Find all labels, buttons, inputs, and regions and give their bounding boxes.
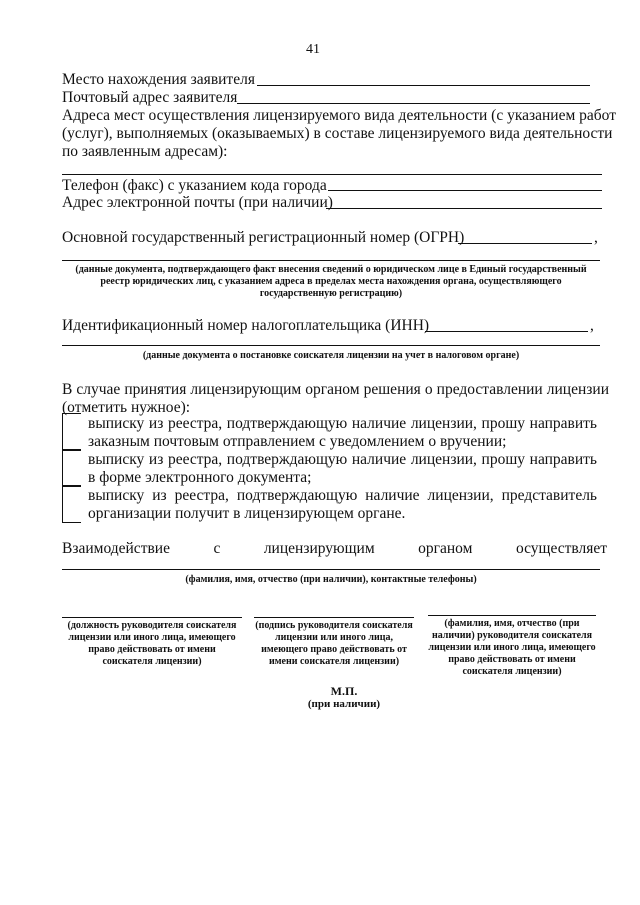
decision-intro-line-2: (отметить нужное): — [62, 399, 191, 416]
inn-line[interactable] — [425, 331, 588, 332]
option-checkbox-in-person[interactable] — [62, 485, 81, 523]
activity-address-line-3: по заявленным адресам): — [62, 143, 228, 160]
ogrn-note-line-1: (данные документа, подтверждающего факт внесения сведений о юридическом лице в Единый государственный — [75, 264, 587, 275]
phone-label: Телефон (факс) с указанием кода города — [62, 177, 327, 194]
signature-sign-line[interactable] — [254, 617, 414, 618]
inn-details-line[interactable] — [62, 345, 600, 346]
signature-sign-note: (подпись руководителя соискателя лицензии или иного лица, имеющего право действовать от имени соискателя лицензии) — [255, 620, 413, 667]
phone-line[interactable] — [328, 190, 602, 191]
interaction-line[interactable] — [62, 569, 600, 570]
option-in-person-line-2: организации получит в лицензирующем органе. — [88, 505, 406, 522]
option-electronic-line-2: в форме электронного документа; — [88, 469, 312, 486]
ogrn-note-line-3: государственную регистрацию) — [259, 288, 403, 299]
ogrn-details-line[interactable] — [62, 260, 600, 261]
ogrn-label: Основной государственный регистрационный номер (ОГРН) — [62, 229, 465, 246]
activity-address-input-line[interactable] — [62, 174, 602, 175]
postal-address-label: Почтовый адрес заявителя — [62, 89, 238, 106]
option-in-person-line-1: выписку из реестра, подтверждающую наличие лицензии, представитель — [88, 487, 597, 504]
signature-position-line[interactable] — [62, 617, 242, 618]
stamp-note: (при наличии) — [307, 698, 381, 710]
interaction-label: Взаимодействие с лицензирующим органом осуществляет — [62, 540, 607, 557]
email-label: Адрес электронной почты (при наличии) — [62, 194, 333, 211]
page-number: 41 — [306, 42, 320, 57]
inn-comma: , — [590, 317, 594, 334]
activity-address-line-1: Адреса мест осуществления лицензируемого вида деятельности (с указанием работ — [62, 107, 616, 124]
decision-intro-line-1: В случае принятия лицензирующим органом решения о предоставлении лицензии — [62, 381, 609, 398]
signature-name-note: (фамилия, имя, отчество (при наличии) руководителя соискателя лицензии или иного лица, имеющего право действовать от имени соискателя лицензии) — [428, 618, 596, 677]
ogrn-line[interactable] — [458, 243, 592, 244]
email-line[interactable] — [326, 208, 602, 209]
ogrn-note — [62, 264, 600, 300]
location-label: Место нахождения заявителя — [62, 71, 255, 88]
option-postal-line-1: выписку из реестра, подтверждающую наличие лицензии, прошу направить — [88, 415, 597, 432]
stamp-label: М.П. — [330, 684, 358, 698]
option-checkbox-postal[interactable] — [62, 413, 81, 451]
postal-address-line[interactable] — [237, 103, 590, 104]
signature-position-note: (должность руководителя соискателя лицензии или иного лица, имеющего право действовать от имени соискателя лицензии) — [67, 620, 237, 667]
option-checkbox-electronic[interactable] — [62, 449, 81, 487]
signature-name-line[interactable] — [428, 615, 596, 616]
inn-label: Идентификационный номер налогоплательщика (ИНН) — [62, 317, 430, 334]
activity-address-line-2: (услуг), выполняемых (оказываемых) в составе лицензируемого вида деятельности — [62, 125, 613, 142]
ogrn-note-line-2: реестр юридических лиц, с указанием адреса в пределах места нахождения органа, осуществляющего — [100, 276, 562, 287]
ogrn-comma: , — [594, 229, 598, 246]
inn-note: (данные документа о постановке соискателя лицензии на учет в налоговом органе) — [142, 350, 520, 361]
option-postal-line-2: заказным почтовым отправлением с уведомлением о вручении; — [88, 433, 507, 450]
option-electronic-line-1: выписку из реестра, подтверждающую наличие лицензии, прошу направить — [88, 451, 597, 468]
location-line[interactable] — [257, 85, 590, 86]
interaction-note: (фамилия, имя, отчество (при наличии), контактные телефоны) — [185, 574, 477, 585]
